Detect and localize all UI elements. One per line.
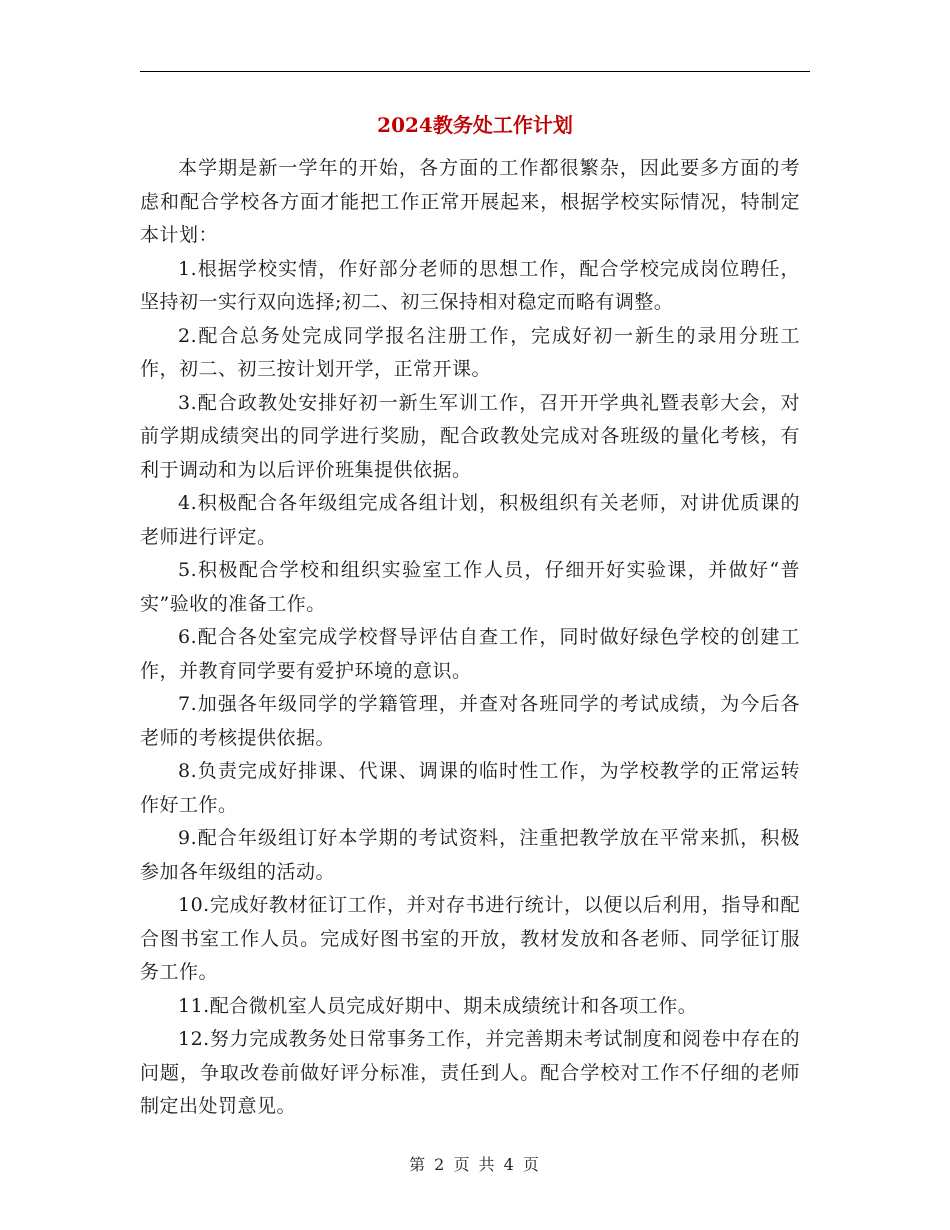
plan-item-8: 8.负责完成好排课、代课、调课的临时性工作，为学校教学的正常运转作好工作。 (140, 760, 800, 816)
plan-item-11: 11.配合微机室人员完成好期中、期未成绩统计和各项工作。 (178, 994, 698, 1017)
plan-item-10: 10.完成好教材征订工作，并对存书进行统计，以便以后利用，指导和配合图书室工作人员。完成好图书室的开放，教材发放和各老师、同学征订服务工作。 (140, 894, 800, 983)
header-rule (140, 71, 810, 72)
plan-item-3: 3.配合政教处安排好初一新生军训工作，召开开学典礼暨表彰大会，对前学期成绩突出的同学进行奖励，配合政教处完成对各班级的量化考核，有利于调动和为以后评价班集提供依据。 (140, 391, 800, 481)
plan-item-12: 12.努力完成教务处日常事务工作，并完善期未考试制度和阅卷中存在的问题，争取改卷前做好评分标准，责任到人。配合学校对工作不仔细的老师制定出处罚意见。 (140, 1028, 800, 1117)
document-title: 2024教务处工作计划 (377, 113, 573, 137)
plan-item-9: 9.配合年级组订好本学期的考试资料，注重把教学放在平常来抓，积极参加各年级组的活动。 (140, 827, 800, 883)
page-number-footer: 第 2 页 共 4 页 (409, 1155, 541, 1174)
plan-item-4: 4.积极配合各年级组完成各组计划，积极组织有关老师，对讲优质课的老师进行评定。 (140, 492, 800, 548)
plan-item-2: 2.配合总务处完成同学报名注册工作，完成好初一新生的录用分班工作，初二、初三按计划开学，正常开课。 (140, 324, 800, 380)
plan-item-5: 5.积极配合学校和组织实验室工作人员，仔细开好实验课，并做好“普实”验收的准备工作。 (140, 559, 800, 615)
plan-item-1: 1.根据学校实情，作好部分老师的思想工作，配合学校完成岗位聘任，坚持初一实行双向选择;初二、初三保持相对稳定而略有调整。 (140, 257, 800, 313)
plan-item-7: 7.加强各年级同学的学籍管理，并查对各班同学的考试成绩，为今后各老师的考核提供依据。 (140, 693, 800, 749)
document-body (140, 152, 800, 1124)
intro-paragraph: 本学期是新一学年的开始，各方面的工作都很繁杂，因此要多方面的考虑和配合学校各方面才能把工作正常开展起来，根据学校实际情况，特制定本计划： (140, 157, 800, 246)
plan-item-6: 6.配合各处室完成学校督导评估自查工作，同时做好绿色学校的创建工作，并教育同学要有爱护环境的意识。 (140, 626, 800, 682)
